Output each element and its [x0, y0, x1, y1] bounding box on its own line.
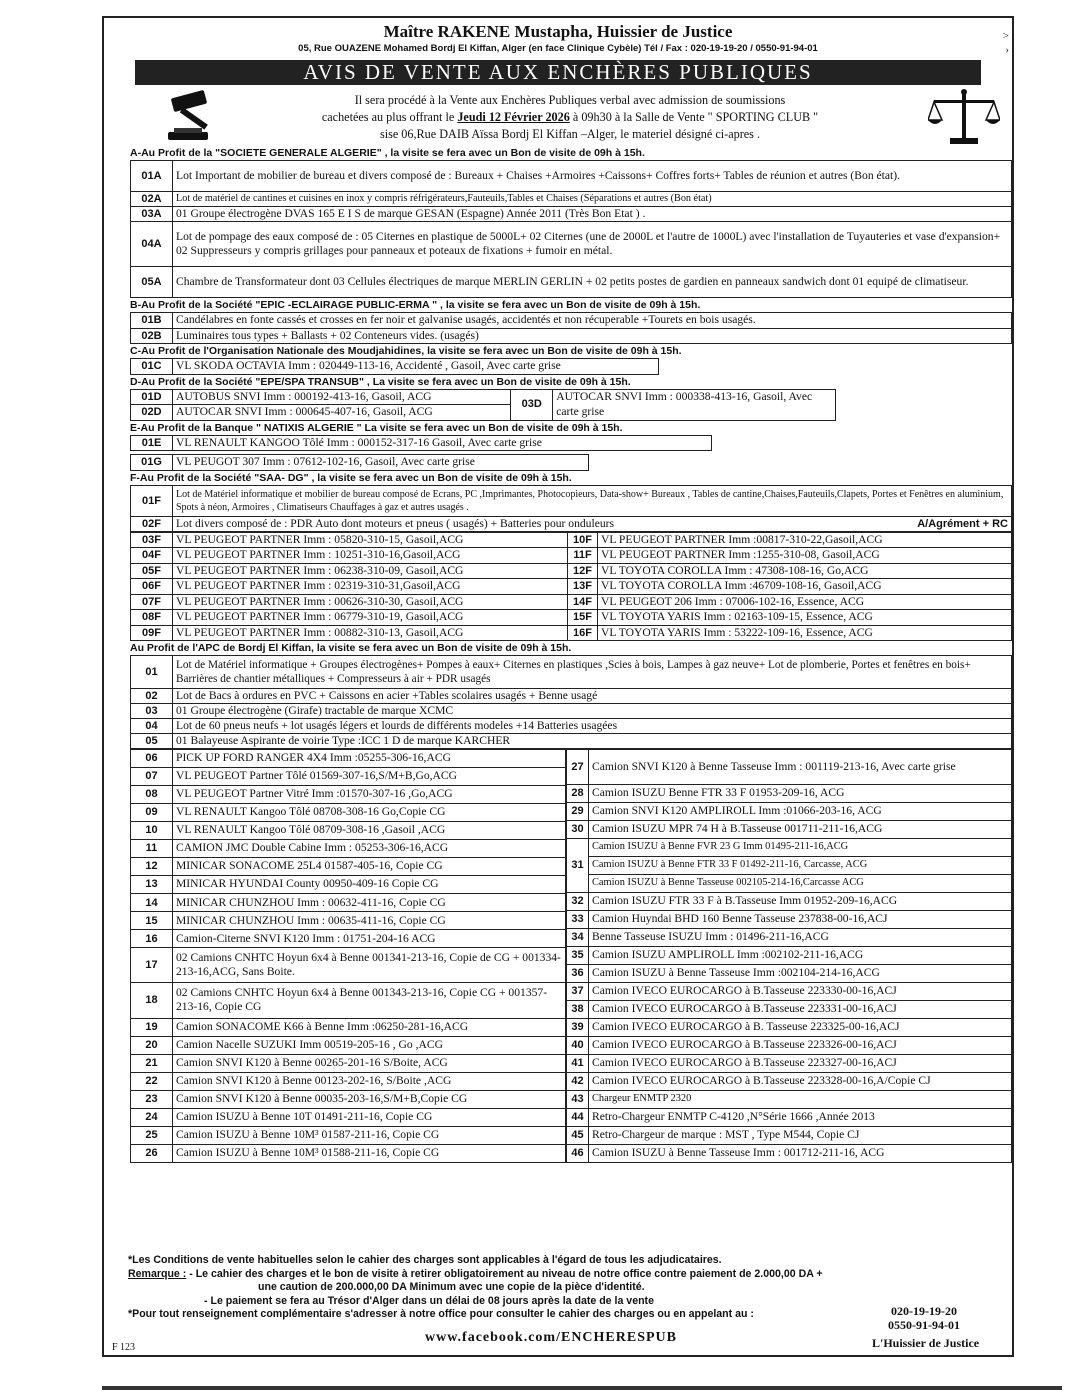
section-f-vehicles-table	[130, 532, 1012, 642]
footer-notes: *Les Conditions de vente habituelles selon le cahier des charges sont applicables à l'égard de tous les adjudicataires. Remarque : - Le cahier des charges et le bon de visite à retirer obligatoirement au niveau de notre office contre paiement de 2.000,00 DA + une caution de 200.000,00 DA Minimum avec une copie de la pièce d'identité. - Le paiement se fera au Trésor d'Alger dans un délai de 08 jours après la date de la vente *Pour tout renseignement complémentaire s'adresser à notre office pour consulter le cahier des charges ou en appelant au :	[128, 1254, 823, 1320]
table-row: 01C VL SKODA OCTAVIA Imm : 020449-113-16, Accidenté , Gasoil, Avec carte grise	[131, 359, 659, 375]
page-title: AVIS DE VENTE AUX ENCHÈRES PUBLIQUES	[135, 60, 981, 85]
table-row: 01E VL RENAULT KANGOO Tôlé Imm : 000152-317-16 Gasoil, Avec carte grise	[131, 435, 712, 451]
corner-arrow-icon-2: ›	[1005, 44, 1009, 56]
table-row: 05 01 Balayeuse Aspirante de voirie Type :ICC 1 D de marque KARCHER	[131, 734, 1012, 749]
section-apc-table	[130, 655, 1012, 749]
apc-left-table	[130, 749, 566, 1163]
table-row: 33 Camion Huyndai BHD 160 Benne Tasseuse 237838-00-16,ACJ	[567, 911, 1012, 929]
table-row: 22 Camion SNVI K120 à Benne 00123-202-16, S/Boite ,ACG	[131, 1072, 566, 1090]
section-f-title: F-Au Profit de la Société "SAA- DG" , la visite se fera avec un Bon de visite de 09h à 15h.	[130, 471, 572, 484]
table-row: 38 Camion IVECO EUROCARGO à B.Tasseuse 223331-00-16,ACJ	[567, 1001, 1012, 1019]
table-row: 04F VL PEUGEOT PARTNER Imm : 10251-310-16,Gasoil,ACG 11F VL PEUGEOT PARTNER Imm :1255-310-08, Gasoil,ACG	[131, 548, 1012, 564]
lots-listing	[130, 146, 1012, 1163]
table-row: 34 Benne Tasseuse ISUZU Imm : 01496-211-16,ACG	[567, 929, 1012, 947]
section-apc-title: Au Profit de l'APC de Bordj El Kiffan, la visite se fera avec un Bon de visite de 09h à 15h.	[130, 642, 572, 654]
table-row: 19 Camion SONACOME K66 à Benne Imm :06250-281-16,ACG	[131, 1018, 566, 1036]
table-row: 13 MINICAR HYUNDAI County 00950-409-16 Copie CG	[131, 876, 566, 894]
corner-arrow-icon: >	[1002, 30, 1009, 42]
table-row: 20 Camion Nacelle SUZUKI Imm 00519-205-16 , Go ,ACG	[131, 1036, 566, 1054]
sale-announcement: Il sera procédé à la Vente aux Enchères Publiques verbal avec admission de soumissions cachetées au plus offrant le Jeudi 12 Février 2026 à 09h30 à la Salle de Vente " SPORTING CLUB " sise 06,Rue DAIB Aïssa Bordj El Kiffan –Alger, le materiel désigné ci-apres .	[321, 93, 819, 141]
table-row: 42 Camion IVECO EUROCARGO à B.Tasseuse 223328-00-16,A/Copie CJ	[567, 1073, 1012, 1091]
table-row: 02D AUTOCAR SNVI Imm : 000645-407-16, Gasoil, ACG	[131, 405, 836, 421]
sale-date: Jeudi 12 Février 2026	[457, 110, 570, 124]
table-row: 08 VL PEUGEOT Partner Vitré Imm :01570-307-16 ,Go,ACG	[131, 786, 566, 804]
section-b-table	[130, 312, 1012, 344]
table-row: 43 Chargeur ENMTP 2320	[567, 1091, 1012, 1109]
table-row: Camion ISUZU à Benne FTR 33 F 01492-211-16, Carcasse, ACG	[567, 857, 1012, 875]
table-row: 29 Camion SNVI K120 AMPLIROLL Imm :01066-203-16, ACG	[567, 803, 1012, 821]
table-row: 31 Camion ISUZU à Benne FVR 23 G Imm 01495-211-16,ACG	[567, 839, 1012, 857]
table-row: 12 MINICAR SONACOME 25L4 01587-405-16, Copie CG	[131, 858, 566, 876]
table-row: 01G VL PEUGOT 307 Imm : 07612-102-16, Gasoil, Avec carte grise	[131, 455, 589, 471]
section-b-title: B-Au Profit de la Société "EPIC -ECLAIRAGE PUBLIC-ERMA " , la visite se fera avec un Bon de visite de 09h à 15h.	[130, 299, 701, 311]
section-d-title: D-Au Profit de la Société "EPE/SPA TRANSUB" , La visite se fera avec un Bon de visite de 09h à 15h.	[130, 375, 631, 388]
table-row: 14 MINICAR CHUNZHOU Imm : 00632-411-16, Copie CG	[131, 894, 566, 912]
table-row: 28 Camion ISUZU Benne FTR 33 F 01953-209-16, ACG	[567, 785, 1012, 803]
section-c-title: C-Au Profit de l'Organisation Nationale des Moudjahidines, la visite se fera avec un Bon de visite de 09h à 15h.	[130, 345, 682, 357]
table-row: 17 02 Camions CNHTC Hoyun 6x4 à Benne 001341-213-16, Copie de CG + 001334-213-16,ACG, Sans Boite.	[131, 948, 566, 983]
table-row: 46 Camion ISUZU à Benne Tasseuse Imm : 001712-211-16, ACG	[567, 1145, 1012, 1163]
table-row: 05F VL PEUGEOT PARTNER Imm : 06238-310-09, Gasoil,ACG 12F VL TOYOTA COROLLA Imm : 47308-108-16, Go,ACG	[131, 563, 1012, 579]
table-row: 41 Camion IVECO EUROCARGO à B.Tasseuse 223327-00-16,ACJ	[567, 1055, 1012, 1073]
table-row: 25 Camion ISUZU à Benne 10M³ 01587-211-16, Copie CG	[131, 1126, 566, 1144]
document-ref: F 123	[112, 1342, 136, 1353]
scales-of-justice-icon	[928, 88, 1000, 146]
table-row: 32 Camion ISUZU FTR 33 F à B.Tasseuse Imm 01952-209-16,ACG	[567, 893, 1012, 911]
contact-phones: 020-19-19-20 0550-91-94-01	[888, 1304, 960, 1332]
table-row: 15 MINICAR CHUNZHOU Imm : 00635-411-16, Copie CG	[131, 912, 566, 930]
table-row: 44 Retro-Chargeur ENMTP C-4120 ,N°Série 1666 ,Année 2013	[567, 1109, 1012, 1127]
table-row: 05A Chambre de Transformateur dont 03 Cellules électriques de marque MERLIN GERLIN + 02 petits postes de gardien en panneaux sandwich dont 01 equipé de climatiseur.	[131, 267, 1012, 298]
table-row: 35 Camion ISUZU AMPLIROLL Imm :002102-211-16,ACG	[567, 947, 1012, 965]
apc-vehicles	[130, 749, 1012, 1163]
table-row: 02F Lot divers composé de : PDR Auto dont moteurs et pneus ( usagés) + Batteries pour onduleurs A/Agrément + RC	[131, 516, 1012, 531]
apc-right-table	[566, 749, 1012, 1163]
table-row: 02 Lot de Bacs à ordures en PVC + Caissons en acier +Tables scolaires usagés + Benne usagé	[131, 689, 1012, 704]
section-d-table	[130, 389, 836, 421]
office-name: Maître RAKENE Mustapha, Huissier de Justice	[383, 22, 733, 41]
section-e-title: E-Au Profit de la Banque " NATIXIS ALGERIE " La visite se fera avec un Bon de visite de 09h à 15h.	[130, 421, 623, 434]
table-row: 24 Camion ISUZU à Benne 10T 01491-211-16, Copie CG	[131, 1108, 566, 1126]
table-row: 21 Camion SNVI K120 à Benne 00265-201-16 S/Boite, ACG	[131, 1054, 566, 1072]
table-row: 07 VL PEUGEOT Partner Tôlé 01569-307-16,S/M+B,Go,ACG	[131, 768, 566, 786]
section-c-table	[130, 358, 659, 375]
table-row: 01D AUTOBUS SNVI Imm : 000192-413-16, Gasoil, ACG 03D AUTOCAR SNVI Imm : 000338-413-16, Gasoil, Avec carte grise	[131, 389, 836, 405]
table-row: 18 02 Camions CNHTC Hoyun 6x4 à Benne 001343-213-16, Copie CG + 001357-213-16, Copie CG	[131, 983, 566, 1018]
table-row: 16 Camion-Citerne SNVI K120 Imm : 01751-204-16 ACG	[131, 930, 566, 948]
table-row: Camion ISUZU à Benne Tasseuse 002105-214-16,Carcasse ACG	[567, 875, 1012, 893]
signature: L'Huissier de Justice	[872, 1336, 980, 1350]
table-row: 39 Camion IVECO EUROCARGO à B. Tasseuse 223325-00-16,ACJ	[567, 1019, 1012, 1037]
table-row: 01B Candélabres en fonte cassés et crosses en fer noir et galvanise usagés, accidentés et non récuperable +Tourets en bois usagés.	[131, 313, 1012, 329]
gavel-icon	[164, 88, 230, 146]
table-row: 45 Retro-Chargeur de marque : MST , Type M544, Copie CJ	[567, 1127, 1012, 1145]
table-row: 07F VL PEUGEOT PARTNER Imm : 00626-310-30, Gasoil,ACG 14F VL PEUGEOT 206 Imm : 07006-102-16, Essence, ACG	[131, 594, 1012, 610]
table-row: 36 Camion ISUZU à Benne Tasseuse Imm :002104-214-16,ACG	[567, 965, 1012, 983]
table-row: 04A Lot de pompage des eaux composé de : 05 Citernes en plastique de 5000L+ 02 Citernes (une de 2000L et l'autre de 1000L) avec l'installation de Tuyauteries et vase d'expansion+ 02 Suppresseurs y compris grillages pour panneaux et poteaux de fixations + fumoir en métal.	[131, 222, 1012, 267]
table-row: 02B Luminaires tous types + Ballasts + 02 Conteneurs vides. (usagés)	[131, 328, 1012, 344]
table-row: 27 Camion SNVI K120 à Benne Tasseuse Imm : 001119-213-16, Avec carte grise	[567, 750, 1012, 785]
table-row: 06F VL PEUGEOT PARTNER Imm : 02319-310-31,Gasoil,ACG 13F VL TOYOTA COROLLA Imm :46709-108-16, Gasoil,ACG	[131, 579, 1012, 595]
section-a-table	[130, 160, 1012, 298]
section-f-table	[130, 485, 1012, 532]
table-row: 02A Lot de matériel de cantines et cuisines en inox y compris réfrigérateurs,Fauteuils,Tables et Chaises (Séparations et autres (Bon état)	[131, 192, 1012, 207]
section-a-title: A-Au Profit de la "SOCIETE GENERALE ALGERIE" , la visite se fera avec un Bon de visite de 09h à 15h.	[130, 147, 645, 159]
table-row: 03A 01 Groupe électrogène DVAS 165 E I S de marque GESAN (Espagne) Année 2011 (Très Bon Etat ) .	[131, 207, 1012, 222]
bottom-rule	[102, 1386, 1062, 1390]
table-row: 37 Camion IVECO EUROCARGO à B.Tasseuse 223330-00-16,ACJ	[567, 983, 1012, 1001]
table-row: 09F VL PEUGEOT PARTNER Imm : 00882-310-13, Gasoil,ACG 16F VL TOYOTA YARIS Imm : 53222-109-16, Essence, ACG	[131, 625, 1012, 641]
section-e-table	[130, 435, 712, 452]
website-link[interactable]: www.facebook.com/ENCHERESPUB	[425, 1330, 678, 1345]
table-row: 09 VL RENAULT Kangoo Tôlé 08708-308-16 Go,Copie CG	[131, 804, 566, 822]
table-row: 01 Lot de Matériel informatique + Groupes électrogènes+ Pompes à eaux+ Citernes en plastiques ,Scies à bois, Lampes à gaz neuve+ Lot de plomberie, Portes et fenêtres en bois+ Barrières de chantier métalliques + Compresseurs à air + PDR usagés	[131, 656, 1012, 689]
table-row: 03F VL PEUGEOT PARTNER Imm : 05820-310-15, Gasoil,ACG 10F VL PEUGEOT PARTNER Imm :00817-310-22,Gasoil,ACG	[131, 532, 1012, 548]
table-row: 26 Camion ISUZU à Benne 10M³ 01588-211-16, Copie CG	[131, 1144, 566, 1162]
table-row: 10 VL RENAULT Kangoo Tôlé 08709-308-16 ,Gasoil ,ACG	[131, 822, 566, 840]
section-e-table-2	[130, 454, 589, 471]
table-row: 08F VL PEUGEOT PARTNER Imm : 06779-310-19, Gasoil,ACG 15F VL TOYOTA YARIS Imm : 02163-109-15, Essence, ACG	[131, 610, 1012, 626]
table-row: 04 Lot de 60 pneus neufs + lot usagés légers et lourds de différents modeles +14 Batteries usagées	[131, 719, 1012, 734]
table-row: 11 CAMION JMC Double Cabine Imm : 05253-306-16,ACG	[131, 840, 566, 858]
table-row: 01A Lot Important de mobilier de bureau et divers composé de : Bureaux + Chaises +Armoires +Caissons+ Coffres forts+ Tables de réunion et autres (Bon état).	[131, 161, 1012, 192]
table-row: 06 PICK UP FORD RANGER 4X4 Imm :05255-306-16,ACG	[131, 750, 566, 768]
table-row: 01F Lot de Matériel informatique et mobilier de bureau composé de Ecrans, PC ,Imprimantes, Photocopieurs, Data-show+ Bureaux , Tables de cantine,Chaises,Fauteuils,Clapets, Portes et Fenêtres en aluminium, Spots à néon, Armoires , Climatiseurs Chauffages à gaz et autres usagés .	[131, 485, 1012, 516]
table-row: 03 01 Groupe électrogène (Girafe) tractable de marque XCMC	[131, 704, 1012, 719]
table-row: 23 Camion SNVI K120 à Benne 00035-203-16,S/M+B,Copie CG	[131, 1090, 566, 1108]
office-address: 05, Rue OUAZENE Mohamed Bordj El Kiffan, Alger (en face Clinique Cybèle) Tél / Fax : 020-19-19-20 / 0550-91-94-01	[298, 43, 818, 54]
table-row: 30 Camion ISUZU MPR 74 H à B.Tasseuse 001711-211-16,ACG	[567, 821, 1012, 839]
table-row: 40 Camion IVECO EUROCARGO à B.Tasseuse 223326-00-16,ACJ	[567, 1037, 1012, 1055]
agreement-badge: A/Agrément + RC	[917, 517, 1008, 530]
